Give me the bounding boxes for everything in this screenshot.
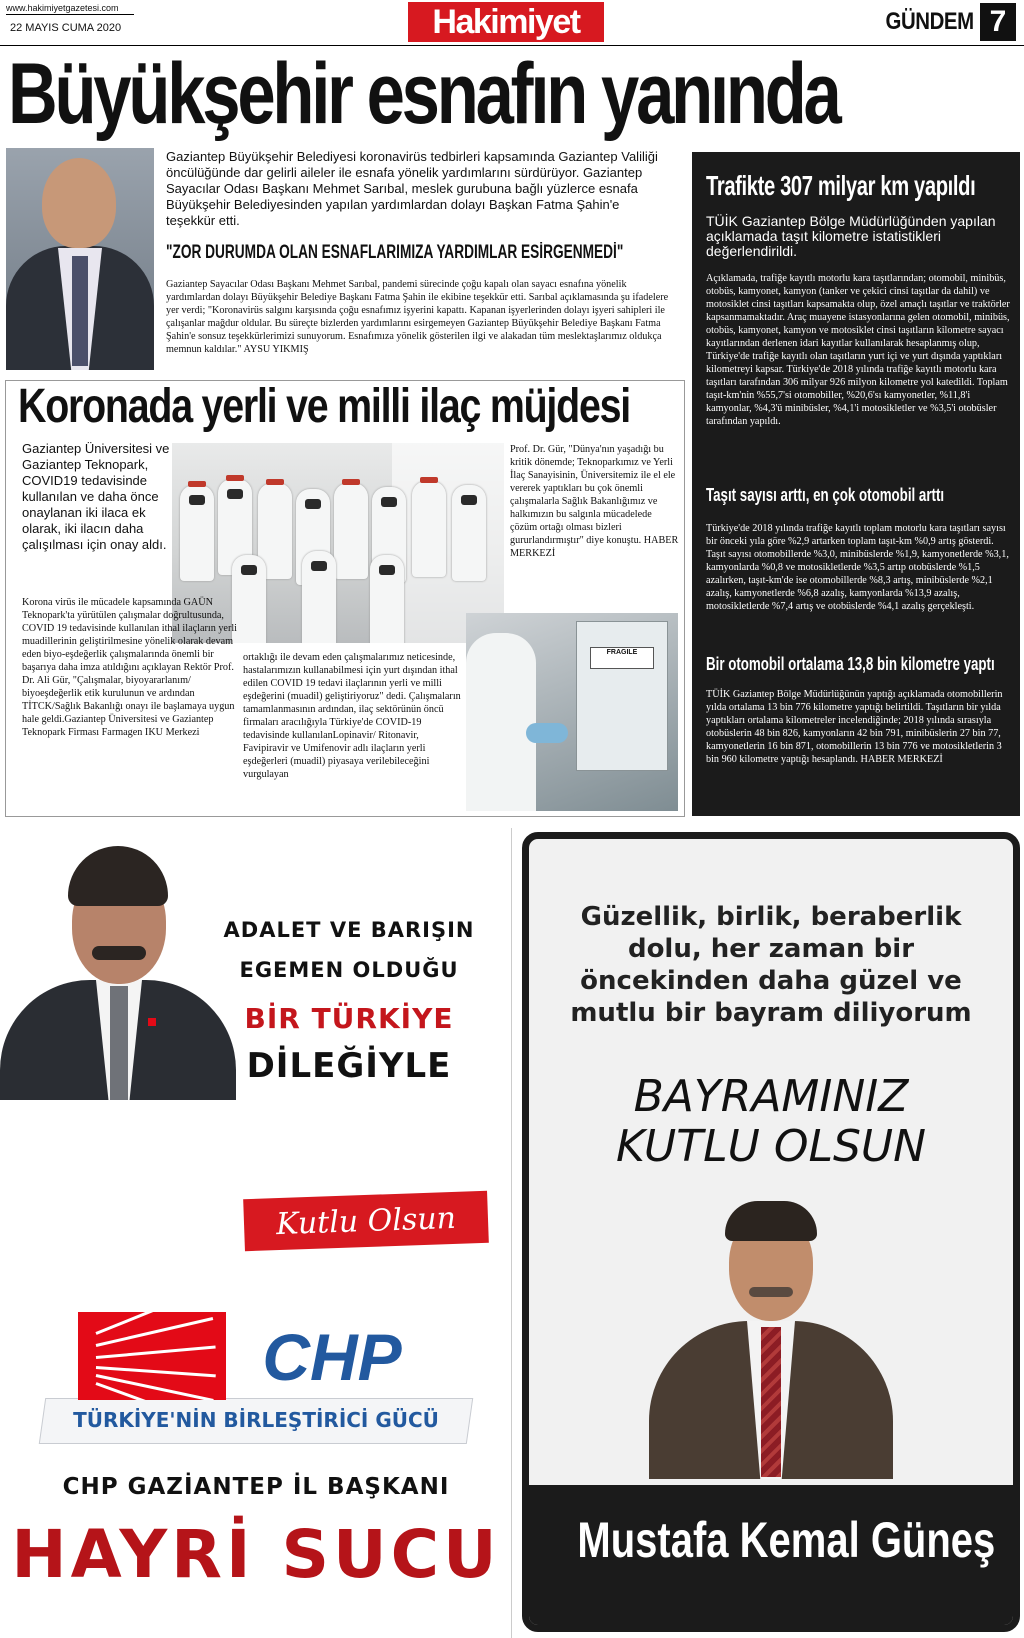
face-mask (305, 499, 321, 509)
portrait-tie (110, 986, 128, 1100)
portrait-head (42, 158, 116, 248)
site-url[interactable]: www.hakimiyetgazetesi.com (6, 3, 119, 13)
chp-slogan-line-3: BİR TÜRKİYE (244, 1002, 454, 1035)
arrow-icon (96, 1366, 216, 1377)
chp-logo-text: CHP (262, 1320, 402, 1394)
issue-date: 22 MAYIS CUMA 2020 (10, 22, 122, 34)
chp-advertiser-role: CHP GAZİANTEP İL BAŞKANI (62, 1474, 450, 1500)
portrait-moustache (749, 1287, 793, 1297)
face-mask (379, 565, 395, 575)
drug-story-box (5, 380, 685, 817)
chp-slogan-line-1: ADALET VE BARIŞIN (223, 918, 475, 942)
page-number: 7 (980, 3, 1016, 41)
face-mask (241, 565, 257, 575)
traffic-deck: TÜİK Gaziantep Bölge Müdürlüğünden yapılan açıklamada taşıt kilometre istatistikleri değerlendirildi. (706, 213, 996, 259)
url-rule (6, 14, 134, 15)
portrait-hair (725, 1201, 817, 1241)
lab-glove (526, 723, 568, 743)
traffic-headline: Trafikte 307 milyar km yapıldı (706, 170, 976, 201)
chp-chairman-portrait (0, 834, 236, 1100)
portrait-tie (72, 256, 88, 366)
drug-body-column-3: Prof. Dr. Gür, "Dünya'nın yaşadığı bu kritik dönemde; Teknoparkımız ve Yerli İlaç Sanayisinin, Üniversitemiz ile el ele vererek yaptıkları bu çok önemli çalışmalarla Sağlık Bakanlığımız ve halkımızın bu salgınla mücadelede çözüm ortağı olması bizleri gururlandırmıştır" diye konuştu. HABER MERKEZİ (510, 444, 679, 559)
protective-suit (412, 481, 446, 577)
fragile-label: FRAGILE (590, 647, 654, 669)
face-mask (189, 495, 205, 505)
drug-body-column-1: Korona virüs ile mücadele kapsamında GAÜN Teknopark'ta yürütülen çalışmalar doğrultusunda, COVID 19 tedavisinde kullanılan ithal ilaçların yerli muadillerinin geliştirilmesine yönelik olarak devam eden biyo-eşdeğerlik çalışmalarında önemli bir başarıya daha imza atıldığını açıklayan Rektör Prof. Dr. Ali Gür, "Çalışmalar, biyoyararlanım/ biyoeşdeğerlik etik kurulunun ve ardından TİTCK/Sağlık Bakanlığı onayı ile başlamaya uygun hale geldi.Gaziantep Üniversitesi ve Gaziantep Teknopark Firması Farmagen IKU Merkezi (22, 597, 238, 738)
gunes-greeting-line-1: BAYRAMINIZ (633, 1071, 909, 1122)
face-mask (381, 497, 397, 507)
traffic-story-box (692, 152, 1020, 816)
chp-slogan-line-2: EGEMEN OLDUĞU (239, 958, 459, 982)
traffic-subheading-2: Bir otomobil ortalama 13,8 bin kilometre yaptı (706, 654, 995, 674)
chp-tagline: TÜRKİYE'NİN BİRLEŞTİRİCİ GÜCÜ (73, 1408, 439, 1432)
gunes-advertiser-name: Mustafa Kemal Güneş (577, 1512, 996, 1568)
protective-suit (334, 483, 368, 579)
lab-cabinet (576, 621, 668, 771)
face-shield (420, 477, 438, 483)
chp-holiday-advert (0, 828, 512, 1638)
traffic-body-1: Açıklamada, trafiğe kayıtlı motorlu kara taşıtlarından; otomobil, minibüs, otobüs, kamyonet, kamyon (tanker ve çekici cinsi taşıtlar da dahil) ve motosiklet cinsi taşıtları kapsamakta olup, özel amaçlı taşıtlar ve traktörler kapsanmamaktadır. Araç muayene istasyonlarına gelen otomobil, minibüs, otobüs, kamyonet, kamyon ve motosiklet cinsi taşıtların kilometre sayacı kayıtlarından derlenen idari kayıtlar kullanılarak hesaplanmış olup, Türkiye'de trafiğe kayıtlı olan taşıtların yurt içi ve yurt dışında yaptıkları kilometreyi kapsar. Türkiye'de 2018 yılında trafiğe kayıtlı motorlu kara taşıtları tarafından 306 milyar 926 milyon kilometre yol katedildi. Toplam taşıt-km'nin %55,7'si otomobiller, %20,6'sı kamyonetler, %11,8'i kamyonlar, %4,3'ü minibüsler, %4,1'i motosikletler ve %3,5'i otobüsler tarafından yapıldı. (706, 273, 1010, 427)
arrow-icon (96, 1346, 216, 1359)
party-pin (148, 1018, 156, 1026)
lead-deck: Gaziantep Büyükşehir Belediyesi koronavirüs tedbirleri kapsamında Gaziantep Valiliği öncülüğünde dar gelirli aileler ile esnafa yönelik yardımlarını sürdürüyor. Gaziantep Sayacılar Odası Başkanı Mehmet Sarıbal, meslek gurubuna bağlı yüzlerce esnafa Büyükşehir Belediyesinden yapılan yardımlardan dolayı Başkan Fatma Şahin'e teşekkür etti. (166, 149, 658, 228)
section-name: GÜNDEM (885, 8, 974, 35)
face-shield (266, 479, 284, 485)
lab-photo (466, 613, 678, 811)
portrait-tie (761, 1327, 781, 1477)
gunes-portrait (649, 1197, 893, 1479)
gunes-message: Güzellik, birlik, beraberlik dolu, her zaman bir öncekinden daha güzel ve mutlu bir bayram diliyorum (570, 902, 972, 1028)
drug-deck: Gaziantep Üniversitesi ve Gaziantep Teknopark, COVID19 tedavisinde kullanılan ve daha önce onaylanan iki ilaca ek olarak, iki ilacın daha çalışılması için onay aldı. (22, 441, 170, 552)
chp-greeting-line-3: Kutlu Olsun (275, 1200, 457, 1242)
traffic-body-3: TÜİK Gaziantep Bölge Müdürlüğünün yaptığı açıklamada otomobillerin yılda ortalama 13 bin 776 kilometre yaptığı belirtildi. Taşıtların bir yılda yaptıkları ortalama kilometreler incelendiğinde; 2018 yılında sırasıyla otobüslerin 48 bin 826, kamyonların 42 bin 791, minibüslerin 27 bin 77, kamyonetlerin 16 bin 871, otomobillerin 13 bin 776 ve motosikletlerin 3 bin 960 kilometre yaptığı hesaplandı. HABER MERKEZİ (706, 689, 1003, 765)
lead-body: Gaziantep Sayacılar Odası Başkanı Mehmet Sarıbal, pandemi sürecinde çoğu kapalı olan sayacı esnafına yönelik yardımlardan dolayı Büyükşehir Belediye Başkanı Fatma Şahin ile ekibine teşekkür etti. Sarıbal açıklamasında şu ifadelere yer verdi; "Koronavirüs salgını karşısında çoğu esnafımız işyerini kapattı. Kapanan işyerlerinden dolayı işyeri sahipleri ile çalışanlar mağdur oldular. Bu süreçte bizlerden yardımlarını esirgemeyen Gaziantep Büyükşehir Belediye Başkanı Fatma Şahin'e sonsuz teşekkürlerimizi sunuyorum. Esnafımıza yönelik gösterilen ilgi ve alakadan tüm meslektaşlarımız oldukça memnun kaldılar." AYSU YIKMIŞ (166, 279, 669, 355)
portrait-moustache (92, 946, 146, 960)
chp-six-arrows-icon (78, 1312, 226, 1400)
face-shield (226, 475, 244, 481)
face-mask (227, 489, 243, 499)
chp-slogan-line-4: DİLEĞİYLE (246, 1046, 452, 1086)
newspaper-logo[interactable] (408, 2, 604, 42)
arrow-icon (96, 1374, 214, 1400)
drug-body-column-2: ortaklığı ile devam eden çalışmalarımız neticesinde, hastalarımızın kullanabilmesi için yurt dışından ithal edilen COVID 19 tedavi ilaçlarının yerli ve milli eşdeğerini (muadil) geliştiriyoruz" dedi. Çalışmaların tamamlanmasının ardından, ilaç sektörünün öncü firmaları aracılığıyla Türkiye'de COVID-19 tedavisinde kullanılanLopinavir/ Ritonavir, Favipiravir ve Umifenovir adlı ilaçların yerli eşdeğerleri (muadil) piyasaya verilebileceğini vurgulayan (243, 652, 461, 780)
drug-headline: Koronada yerli ve milli ilaç müjdesi (18, 380, 630, 433)
lead-portrait-photo (6, 148, 154, 370)
lead-quote-heading: "ZOR DURUMDA OLAN ESNAFLARIMIZA YARDIMLAR ESİRGENMEDİ" (166, 242, 624, 263)
face-shield (188, 481, 206, 487)
face-mask (311, 561, 327, 571)
face-mask (461, 495, 477, 505)
portrait-hair (68, 846, 168, 906)
chp-advertiser-name: HAYRİ SUCU (11, 1516, 501, 1593)
traffic-subheading-1: Taşıt sayısı arttı, en çok otomobil arttı (706, 485, 945, 505)
arrow-icon (96, 1317, 214, 1347)
masthead (0, 0, 1024, 46)
gunes-greeting-line-2: KUTLU OLSUN (615, 1121, 927, 1172)
lab-technician (466, 633, 536, 811)
logo-text: Hakimiyet (432, 3, 580, 41)
lead-headline: Büyükşehir esnafın yanında (8, 46, 839, 142)
face-shield (342, 479, 360, 485)
traffic-body-2: Türkiye'de 2018 yılında trafiğe kayıtlı toplam motorlu kara taşıtları sayısı bir önceki yıla göre %2,9 artarken toplam taşıt-km %0,9 artış gösterdi. Taşıt sayısı otomobillerde %3,0, minibüslerde %1,9, kamyonetlerde %3,1, kamyonlarda %0,8 ve motosikletlerde %3,5 artıp otobüslerde %1,5 azalırken, taşıt-km'de ise otomobillerde %8,3 artış, minibüslerde %2,1 azalış, kamyonetlerde %6,8 azalış, kamyonlarda %13,9 azalış, motosikletlerde %7,4 artış ve otobüslerde %4,1 azalış gerçekleşti. (706, 523, 1009, 612)
gunes-holiday-advert (522, 832, 1020, 1632)
chp-greeting-ribbon (243, 1191, 489, 1251)
